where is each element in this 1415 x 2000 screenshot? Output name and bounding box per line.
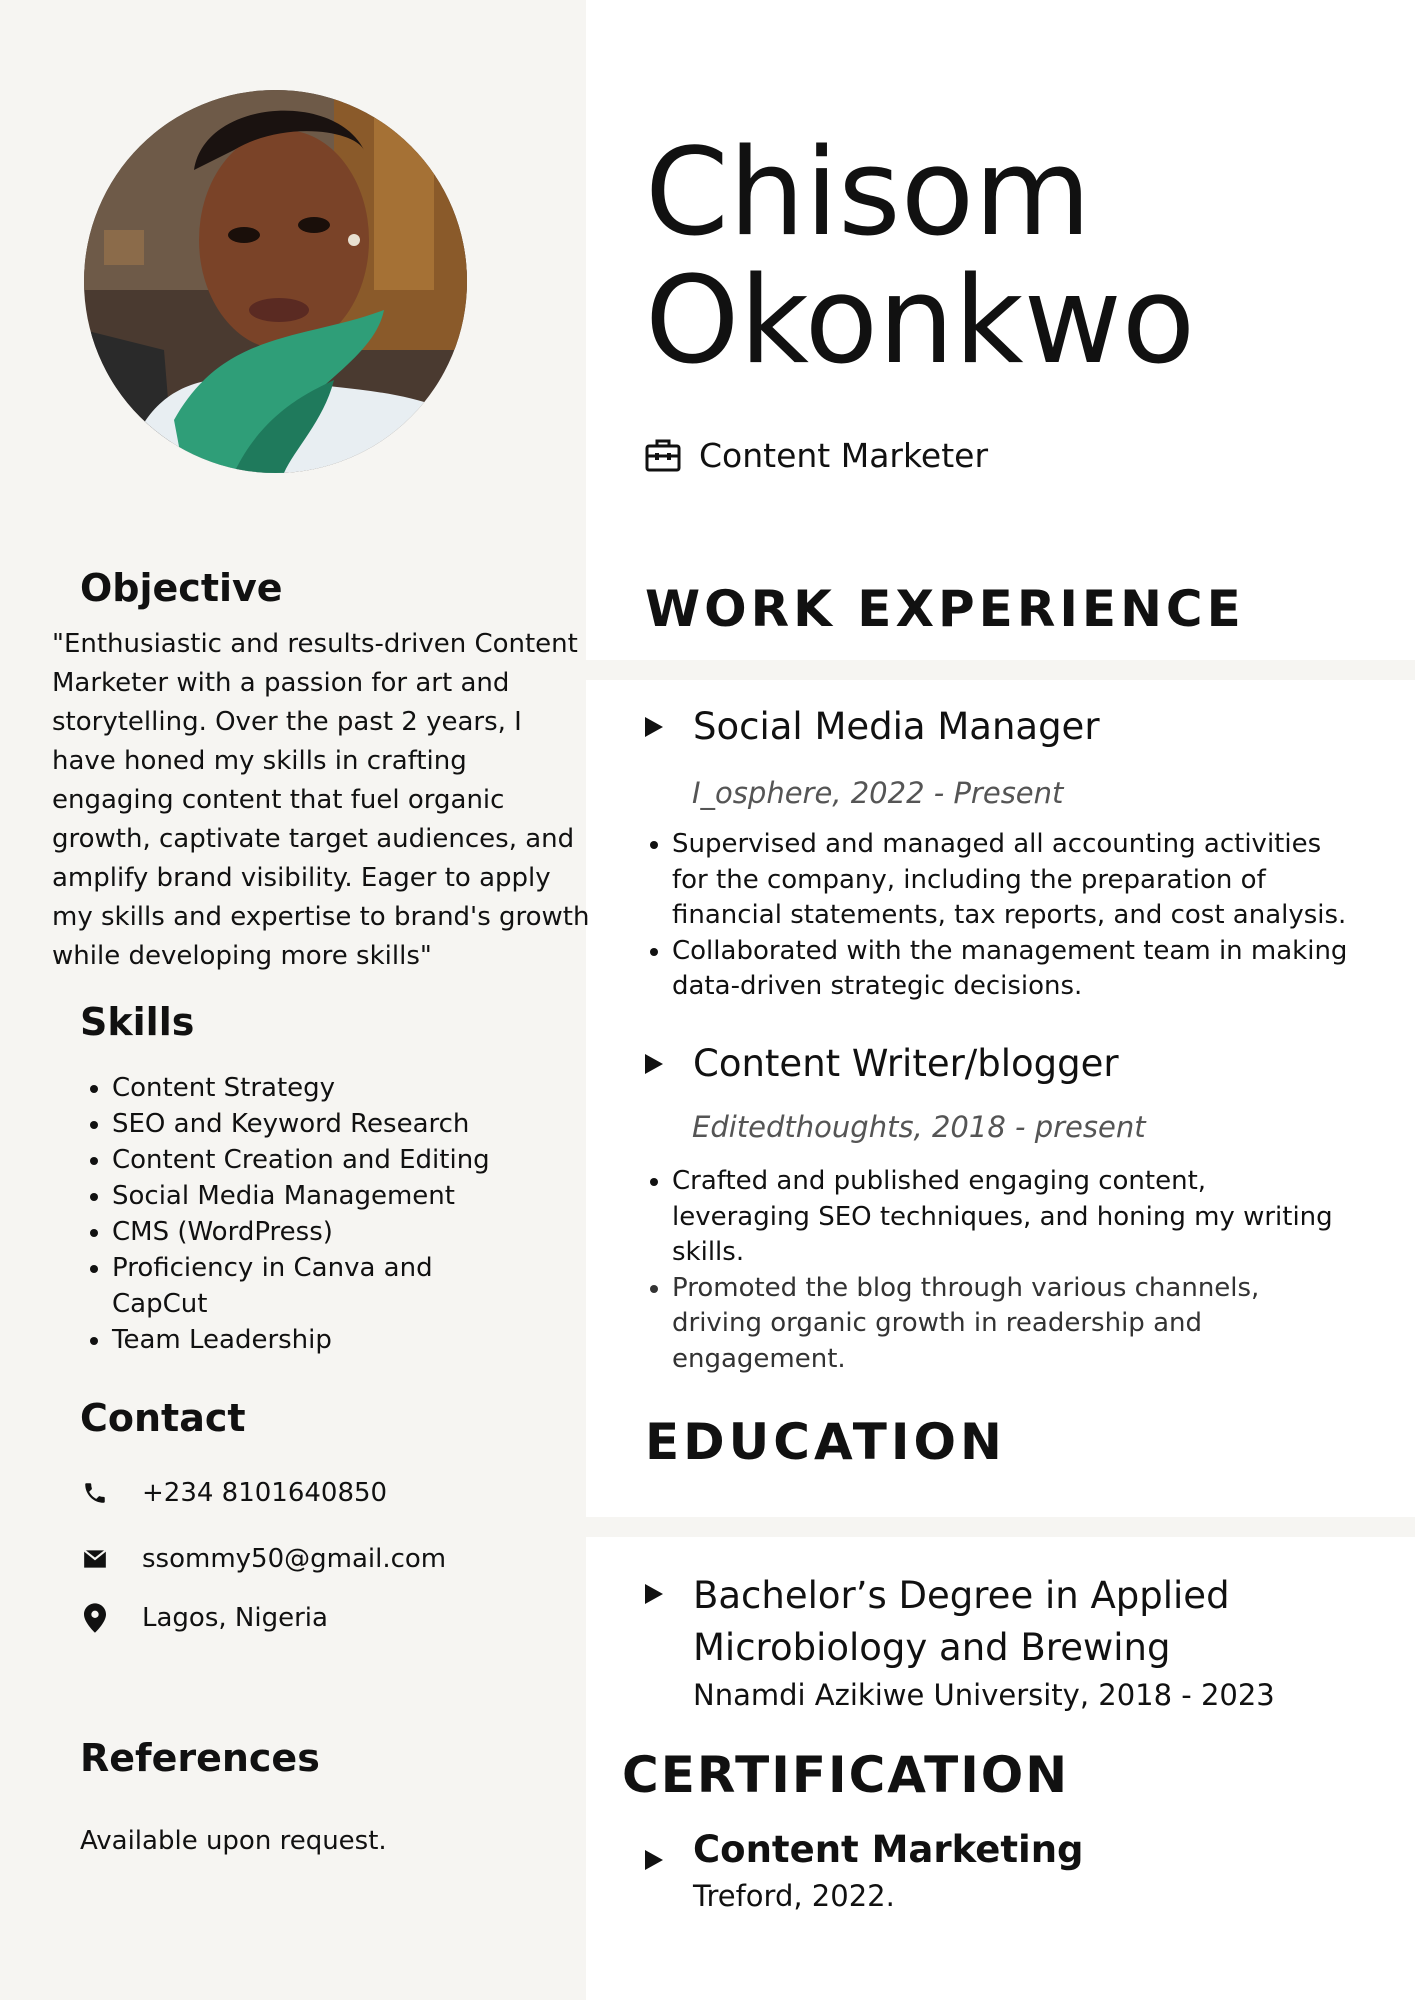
certification-name: Content Marketing — [693, 1828, 1084, 1871]
certification-entry — [645, 1828, 1084, 1913]
mail-icon — [80, 1544, 110, 1574]
location-text: Lagos, Nigeria — [142, 1603, 328, 1633]
triangle-bullet-icon — [645, 1850, 663, 1870]
triangle-bullet-icon — [645, 1054, 663, 1074]
job-company-2: Editedthoughts, 2018 - present — [692, 1110, 1146, 1144]
list-item: • Social Media Management — [112, 1178, 532, 1214]
triangle-bullet-icon — [645, 1584, 663, 1604]
education-divider-band — [586, 1517, 1415, 1537]
references-heading: References — [80, 1736, 320, 1780]
certification-heading: CERTIFICATION — [622, 1746, 1070, 1804]
list-item: • SEO and Keyword Research — [112, 1106, 532, 1142]
work-experience-heading: WORK EXPERIENCE — [645, 580, 1245, 638]
skills-heading: Skills — [80, 1000, 195, 1044]
job-title-1 — [645, 705, 1100, 748]
job-bullets-2 — [638, 1164, 1352, 1377]
email-link[interactable]: ssommy50@gmail.com — [142, 1544, 447, 1574]
profile-photo — [84, 90, 467, 473]
job-title-text: Content Writer/blogger — [693, 1042, 1119, 1085]
references-text: Available upon request. — [80, 1826, 387, 1856]
contact-email — [80, 1544, 446, 1574]
list-item: • Content Creation and Editing — [112, 1142, 532, 1178]
phone-link[interactable]: +234 8101640850 — [142, 1478, 388, 1508]
full-name — [645, 124, 1196, 391]
list-item: • Content Strategy — [112, 1070, 532, 1106]
job-company-1: I_osphere, 2022 - Present — [692, 776, 1064, 810]
role-text: Content Marketer — [699, 436, 989, 475]
certification-issuer: Treford, 2022. — [693, 1879, 895, 1913]
briefcase-icon — [645, 438, 681, 474]
education-heading: EDUCATION — [645, 1413, 1006, 1471]
list-item: • Supervised and managed all accounting activities for the company, including the preparation of financial statements, tax reports, and cost analysis. — [672, 827, 1352, 934]
job-title-2 — [645, 1042, 1119, 1085]
list-item: • Collaborated with the management team in making data-driven strategic decisions. — [672, 934, 1352, 1005]
phone-icon — [80, 1478, 110, 1508]
job-title-text: Social Media Manager — [693, 705, 1100, 748]
contact-location — [80, 1603, 328, 1633]
school: Nnamdi Azikiwe University, 2018 - 2023 — [693, 1678, 1275, 1712]
list-item: • Team Leadership — [112, 1322, 532, 1358]
work-divider-band — [586, 660, 1415, 680]
contact-phone — [80, 1478, 387, 1508]
role — [645, 436, 988, 475]
objective-heading: Objective — [80, 566, 283, 610]
list-item: • Proficiency in Canva and CapCut — [112, 1250, 442, 1322]
list-item: • CMS (WordPress) — [112, 1214, 532, 1250]
last-name: Okonkwo — [645, 252, 1196, 391]
contact-heading: Contact — [80, 1396, 246, 1440]
list-item: • Promoted the blog through various channels, driving organic growth in readership and engagement. — [672, 1271, 1352, 1378]
skills-list — [80, 1070, 532, 1358]
education-entry — [645, 1570, 1275, 1712]
first-name: Chisom — [645, 124, 1092, 263]
objective-text: "Enthusiastic and results-driven Content Marketer with a passion for art and storytelling. Over the past 2 years, I have honed my skills in crafting engaging content that fuel organic growth, captivate target audiences, and amplify brand visibility. Eager to apply my skills and expertise to brand's growth while developing more skills" — [52, 629, 590, 971]
list-item: • Crafted and published engaging content, leveraging SEO techniques, and honing my writing skills. — [672, 1164, 1352, 1271]
triangle-bullet-icon — [645, 717, 663, 737]
degree: Bachelor’s Degree in Applied Microbiology and Brewing — [693, 1574, 1230, 1669]
job-bullets-1 — [638, 827, 1352, 1005]
location-pin-icon — [80, 1603, 110, 1633]
